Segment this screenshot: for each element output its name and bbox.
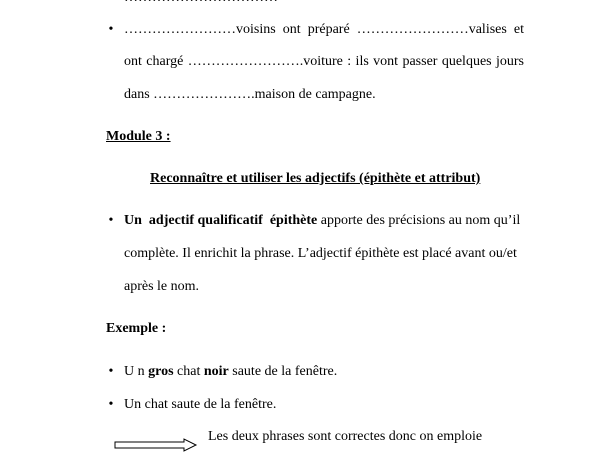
exercise-line-2: ont chargé …………………….voiture : ils vont passer quelques jours [124,54,524,69]
example-1-part-1: U n [124,364,149,379]
definition-rest: apporte des précisions au nom qu’il [317,213,521,228]
definition-line-2: complète. Il enrichit la phrase. L’adjectif épithète est placé avant ou/et [124,246,517,261]
example-1-part-3: saute de la fenêtre. [228,364,338,379]
top-fragment [124,0,278,6]
exercise-line-3: dans ………………….maison de campagne. [124,87,376,102]
definition-term-end: épithète [269,213,318,228]
example-1-part-2: chat [173,364,204,379]
bullet [106,22,116,38]
definition-line-3: après le nom. [124,279,200,294]
conclusion-text: Les deux phrases sont correctes donc on emploie [208,429,483,444]
example-heading: Exemple : [106,321,167,336]
example-2: Un chat saute de la fenêtre. [124,397,277,412]
example-1-noir: noir [203,364,229,379]
definition-term-mid: adjectif qualificatif [148,213,263,228]
right-arrow-icon [114,438,198,452]
bullet [106,364,116,380]
example-1-gros: gros [148,364,174,379]
section-title: Reconnaître et utiliser les adjectifs (épithète et attribut) [150,171,481,186]
definition-line-1 [124,213,520,229]
exercise-line-1: ……………………voisins ont préparé ……………………valises et [124,22,524,37]
module-heading: Module 3 : [106,129,171,144]
bullet [106,213,116,229]
example-1 [124,364,337,380]
bullet [106,397,116,413]
definition-term-start: Un [124,213,142,228]
